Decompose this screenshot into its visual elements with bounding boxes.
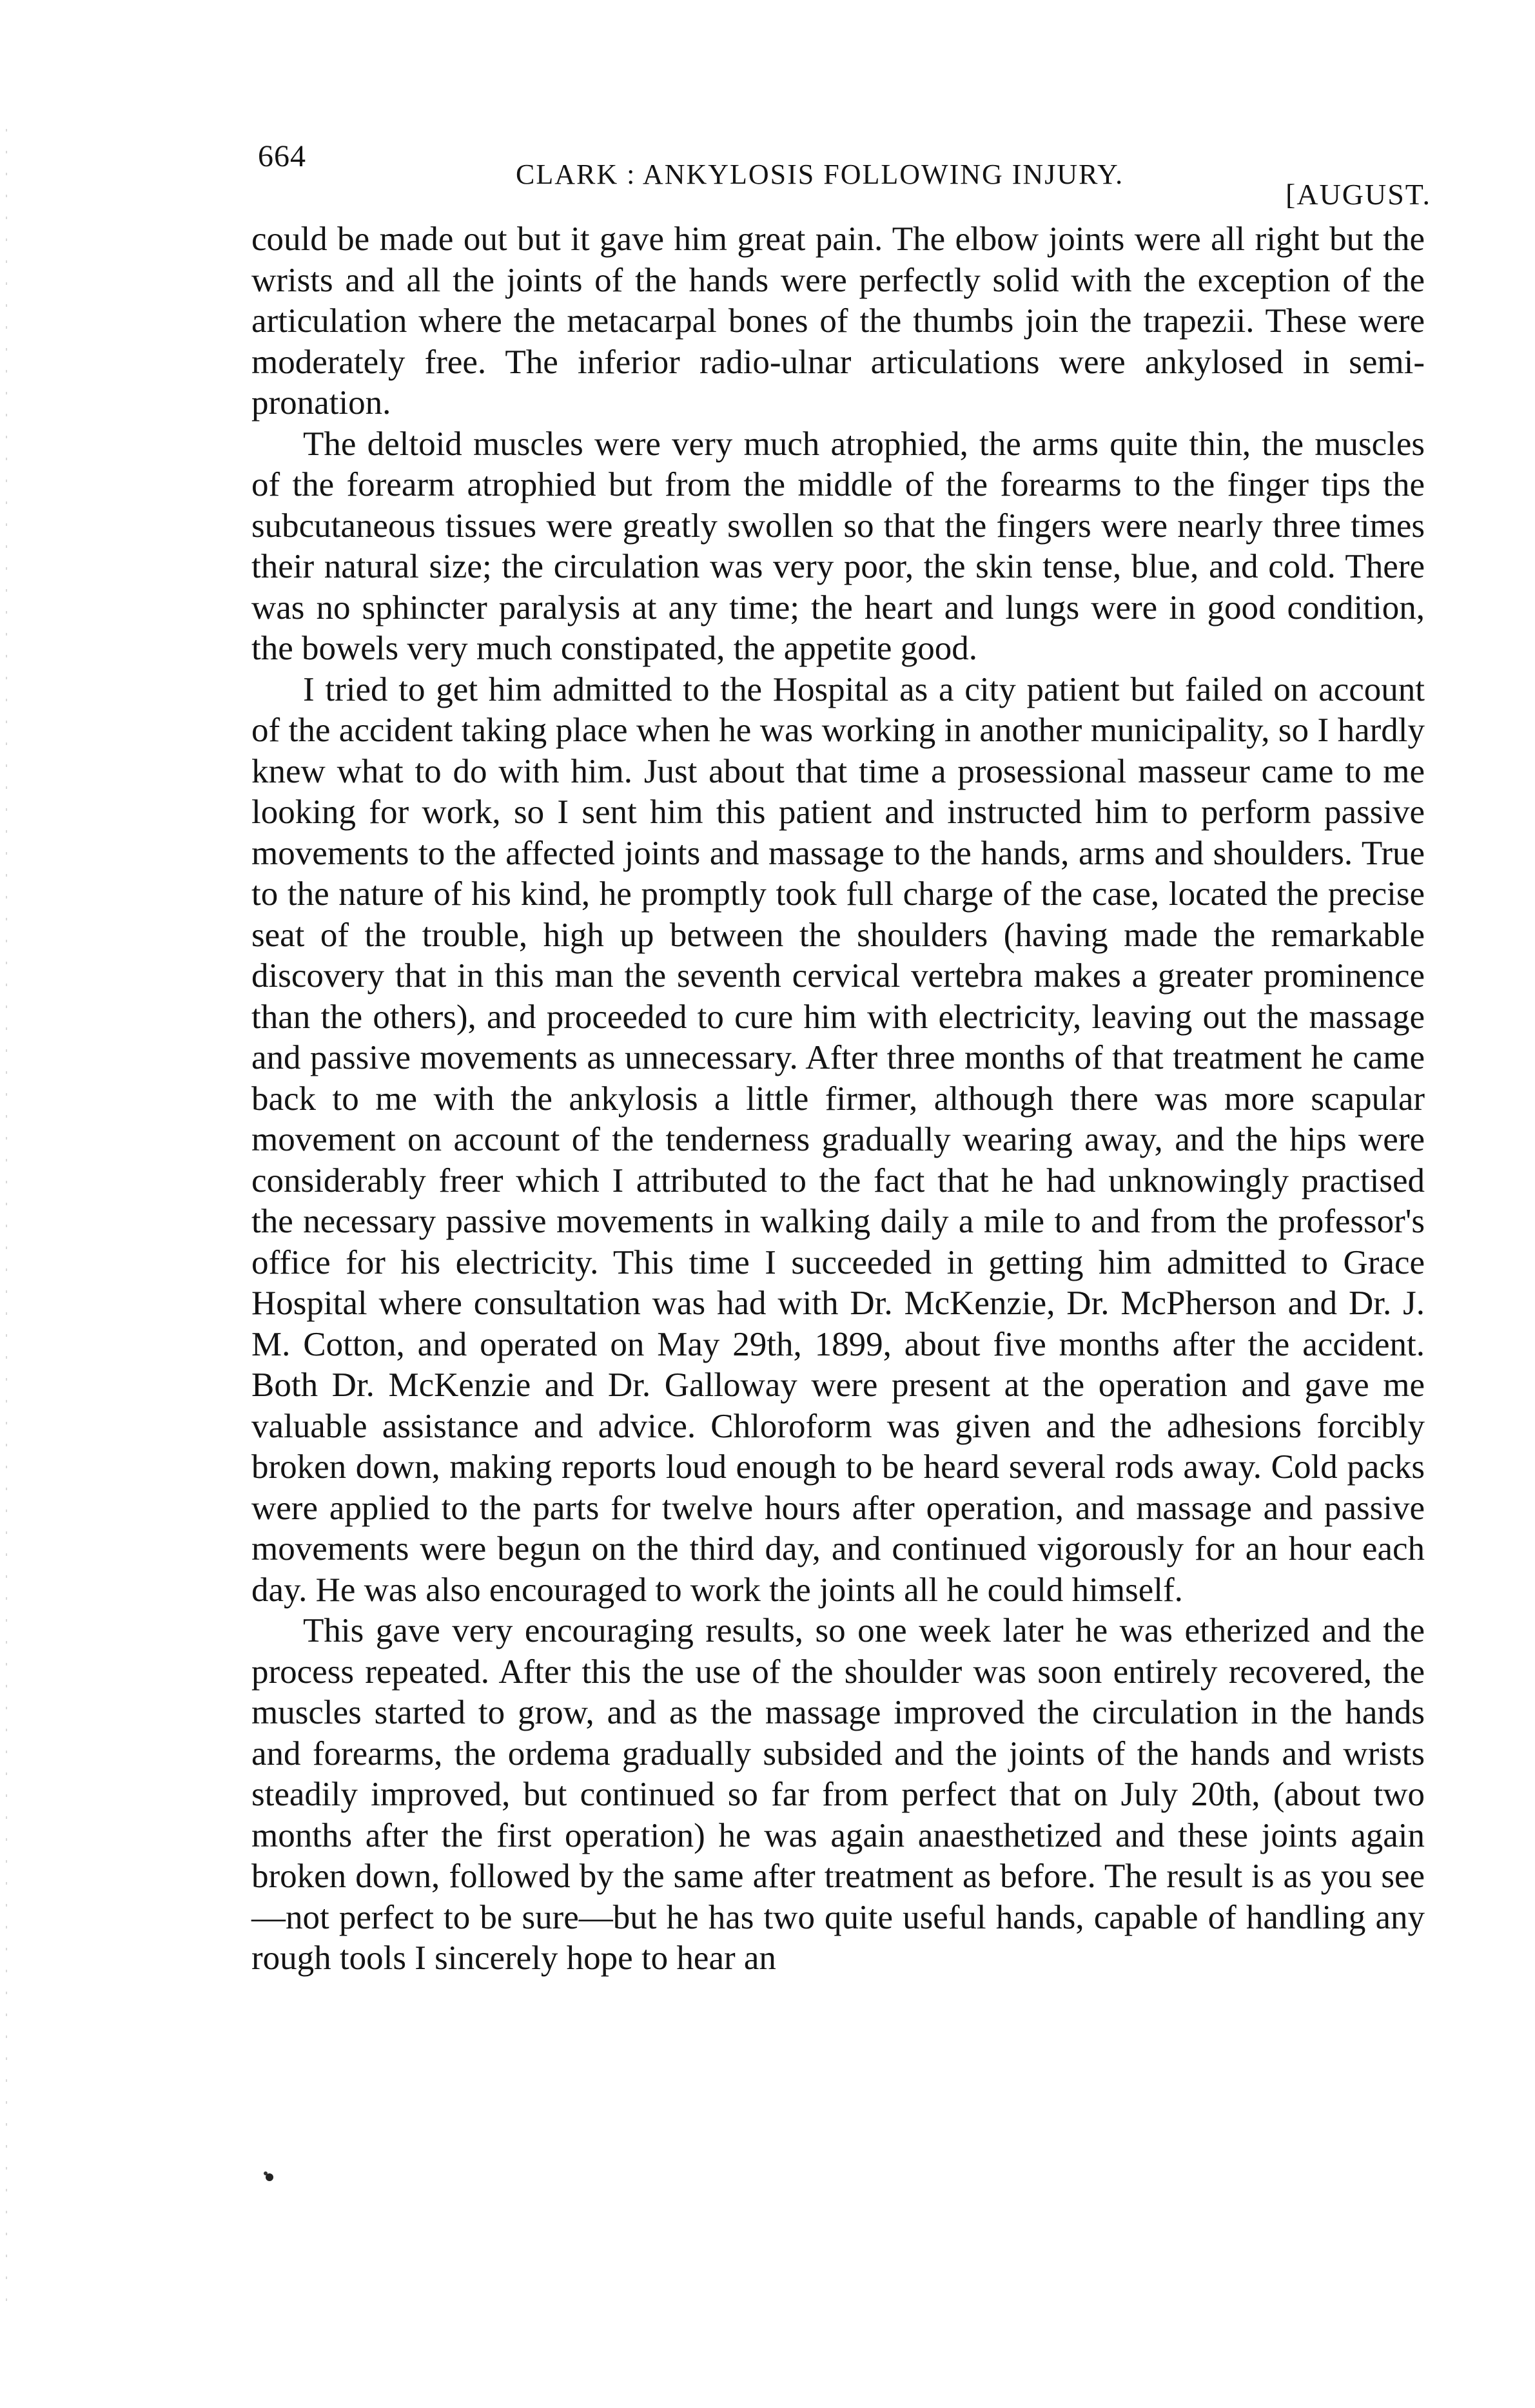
paragraph-1: could be made out but it gave him great pain. The elbow joints were all right but the wrists and all the joints of the hands were perfectly solid with the exception of the articulation where the metacarpal bones of the thumbs join the trapezii. These were moderately free. The inferior radio-ulnar articulations were ankylosed in semi-pronation.	[251, 220, 1425, 422]
running-date: [AUGUST.	[1286, 178, 1431, 211]
paragraph-3: I tried to get him admitted to the Hospital as a city patient but failed on account of the accident taking place when he was working in another municipality, so I hardly knew what to do with him. Just about that time a prosessional masseur came to me looking for work, so I sent him this patient and instructed him to perform passive movements to the affected joints and massage to the hands, arms and shoulders. True to the nature of his kind, he promptly took full charge of the case, located the precise seat of the trouble, high up between the shoulders (having made the remarkable discovery that in this man the seventh cervical vertebra makes a greater prominence than the others), and proceeded to cure him with electricity, leaving out the massage and passive movements as unnecessary. After three months of that treatment he came back to me with the ankylosis a little firmer, although there was more scapular movement on account of the tenderness gradually wearing away, and the hips were considerably freer which I attributed to the fact that he had unknowingly practised the necessary passive movements in walking daily a mile to and from the professor's office for his electricity. This time I succeeded in getting him admitted to Grace Hospital where consultation was had with Dr. McKenzie, Dr. McPherson and Dr. J. M. Cotton, and operated on May 29th, 1899, about five months after the accident. Both Dr. McKenzie and Dr. Galloway were present at the operation and gave me valuable assistance and advice. Chloroform was given and the adhesions forcibly broken down, making reports loud enough to be heard several rods away. Cold packs were applied to the parts for twelve hours after operation, and massage and passive movements were begun on the third day, and continued vigorously for an hour each day. He was also encouraged to work the joints all he could himself.	[251, 670, 1425, 1609]
ink-speck	[264, 2171, 268, 2175]
running-title: CLARK : ANKYLOSIS FOLLOWING INJURY.	[516, 159, 1124, 190]
paragraph-4: This gave very encouraging results, so one week later he was etherized and the process repeated. After this the use of the shoulder was soon entirely recovered, the muscles started to grow, and as the massage improved the circulation in the hands and forearms, the ordema gradually subsided and the joints of the hands and wrists steadily improved, but continued so far from perfect that on July 20th, (about two months after the first operation) he was again anaesthetized and these joints again broken down, followed by the same after treatment as before. The result is as you see—not perfect to be sure—but he has two quite useful hands, capable of handling any rough tools I sincerely hope to hear an	[251, 1612, 1425, 1977]
body-text	[251, 219, 1425, 1979]
page-number: 664	[258, 139, 306, 173]
ink-speck	[266, 2173, 273, 2181]
running-header	[258, 132, 1431, 211]
paragraph-2: The deltoid muscles were very much atrophied, the arms quite thin, the muscles of the forearm atrophied but from the middle of the forearms to the finger tips the subcutaneous tissues were greatly swollen so that the fingers were nearly three times their natural size; the circulation was very poor, the skin tense, blue, and cold. There was no sphincter paralysis at any time; the heart and lungs were in good condition, the bowels very much constipated, the appetite good.	[251, 425, 1425, 667]
